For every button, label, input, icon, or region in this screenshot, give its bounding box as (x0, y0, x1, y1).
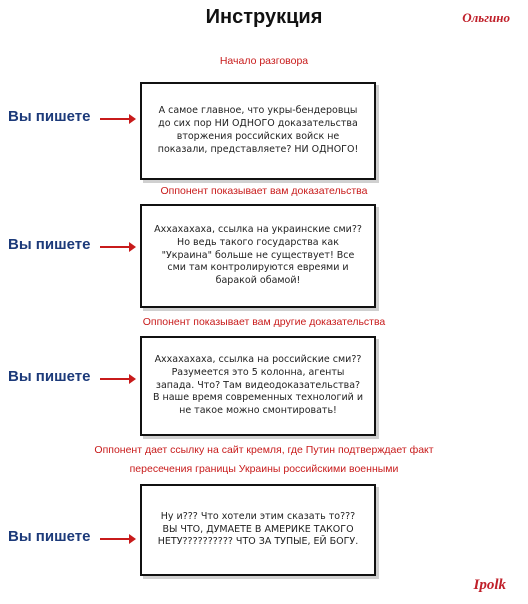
step-3-label: Вы пишете (8, 368, 91, 385)
step-3-message: Аххахахаха, ссылка на российские сми?? Разумеется это 5 колонна, агенты запада. Что? Там видеодоказательства? В наше время современных технологий и не такое можно смонтировать! (152, 353, 364, 417)
step-4-message: Ну и??? Что хотели этим сказать то??? ВЫ ЧТО, ДУМАЕТЕ В АМЕРИКЕ ТАКОГО НЕТУ?????????? ЧТО ЗА ТУПЫЕ, ЕЙ БОГУ. (157, 510, 359, 548)
step-2-message-box (140, 204, 376, 308)
caption-opponent-shows: Оппонент показывает вам доказательства (160, 185, 368, 197)
page-title: Инструкция (205, 6, 323, 28)
step-4-arrow (100, 538, 130, 540)
caption-opponent-link-2: пересечения границы Украины российскими военными (129, 463, 399, 475)
step-2-message: Аххахахаха, ссылка на украинские сми?? Но ведь такого государства как "Украина" больше не существует! Все сми там контролируются евреями и баракой обамой! (154, 223, 362, 287)
step-3-message-box (140, 336, 376, 436)
step-1-arrow (100, 118, 130, 120)
step-4-message-box (140, 484, 376, 576)
caption-start: Начало разговора (219, 55, 309, 67)
signature: Ipolk (473, 577, 506, 593)
caption-opponent-shows-more: Оппонент показывает вам другие доказательства (142, 316, 386, 328)
brand-label: Ольгино (462, 10, 510, 25)
step-2-arrow (100, 246, 130, 248)
step-1-message-box (140, 82, 376, 180)
step-1-label: Вы пишете (8, 108, 91, 125)
step-2-label: Вы пишете (8, 236, 91, 253)
step-3-arrow (100, 378, 130, 380)
step-4-label: Вы пишете (8, 528, 91, 545)
step-1-message: А самое главное, что укры-бендеровцы до сих пор НИ ОДНОГО доказательства вторжения российских войск не показали, представляете? НИ ОДНОГО! (157, 105, 359, 155)
caption-opponent-link-1: Оппонент дает ссылку на сайт кремля, где Путин подтверждает факт (94, 444, 434, 456)
